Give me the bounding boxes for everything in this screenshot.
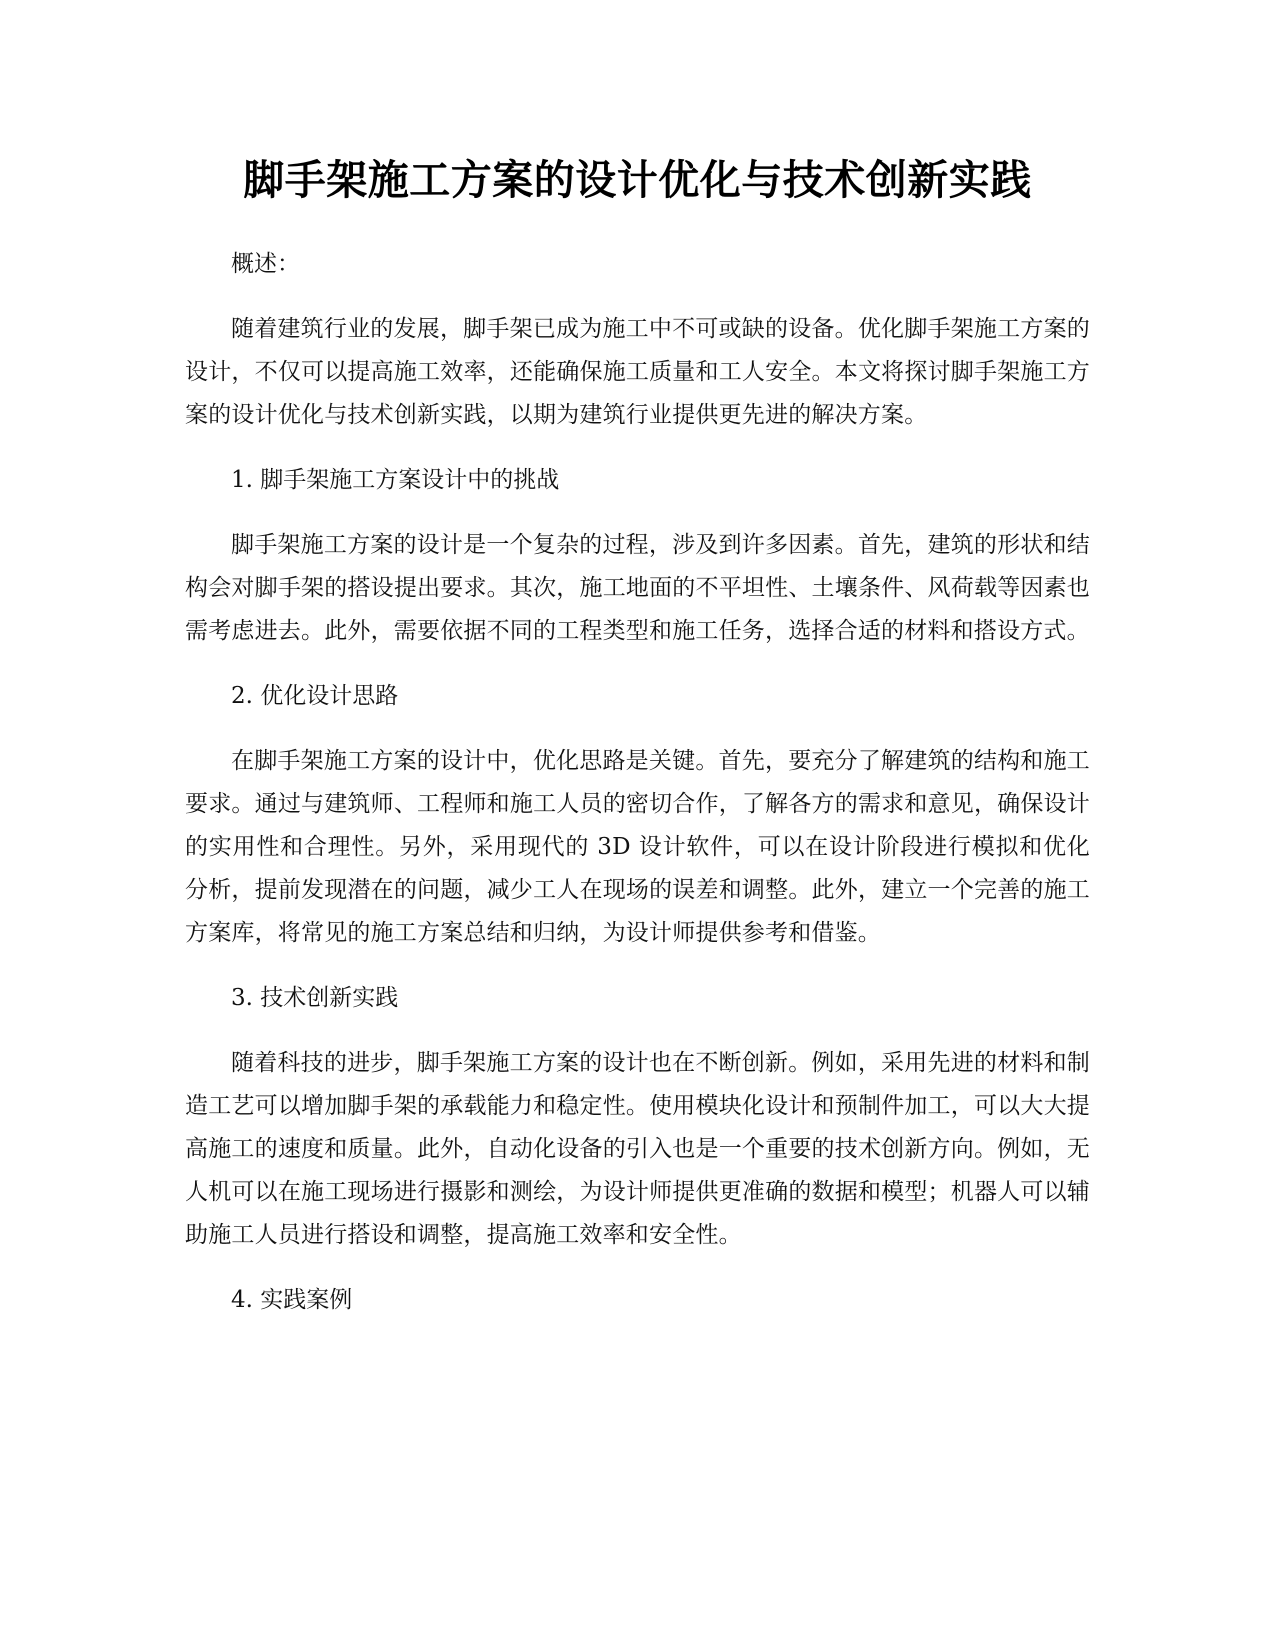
section-paragraph-innovation: 随着科技的进步，脚手架施工方案的设计也在不断创新。例如，采用先进的材料和制造工艺可以增加脚手架的承载能力和稳定性。使用模块化设计和预制件加工，可以大大提高施工的速度和质量。此外，自动化设备的引入也是一个重要的技术创新方向。例如，无人机可以在施工现场进行摄影和测绘，为设计师提供更准确的数据和模型；机器人可以辅助施工人员进行搭设和调整，提高施工效率和安全性。	[185, 1050, 1090, 1248]
section-heading-cases: 4. 实践案例	[231, 1287, 353, 1313]
section-heading-optimization: 2. 优化设计思路	[231, 683, 399, 709]
intro-paragraph: 随着建筑行业的发展，脚手架已成为施工中不可或缺的设备。优化脚手架施工方案的设计，不仅可以提高施工效率，还能确保施工质量和工人安全。本文将探讨脚手架施工方案的设计优化与技术创新实践，以期为建筑行业提供更先进的解决方案。	[185, 316, 1090, 428]
section-heading-challenges: 1. 脚手架施工方案设计中的挑战	[231, 467, 560, 493]
page-title: 脚手架施工方案的设计优化与技术创新实践	[243, 156, 1032, 204]
section-paragraph-optimization: 在脚手架施工方案的设计中，优化思路是关键。首先，要充分了解建筑的结构和施工要求。通过与建筑师、工程师和施工人员的密切合作，了解各方的需求和意见，确保设计的实用性和合理性。另外，采用现代的 3D 设计软件，可以在设计阶段进行模拟和优化分析，提前发现潜在的问题，减少工人在现场的误差和调整。此外，建立一个完善的施工方案库，将常见的施工方案总结和归纳，为设计师提供参考和借鉴。	[185, 748, 1090, 946]
section-heading-innovation: 3. 技术创新实践	[231, 985, 399, 1011]
overview-label: 概述：	[231, 251, 300, 277]
document-body	[185, 243, 1090, 1344]
section-paragraph-challenges: 脚手架施工方案的设计是一个复杂的过程，涉及到许多因素。首先，建筑的形状和结构会对脚手架的搭设提出要求。其次，施工地面的不平坦性、土壤条件、风荷载等因素也需考虑进去。此外，需要依据不同的工程类型和施工任务，选择合适的材料和搭设方式。	[185, 532, 1090, 644]
